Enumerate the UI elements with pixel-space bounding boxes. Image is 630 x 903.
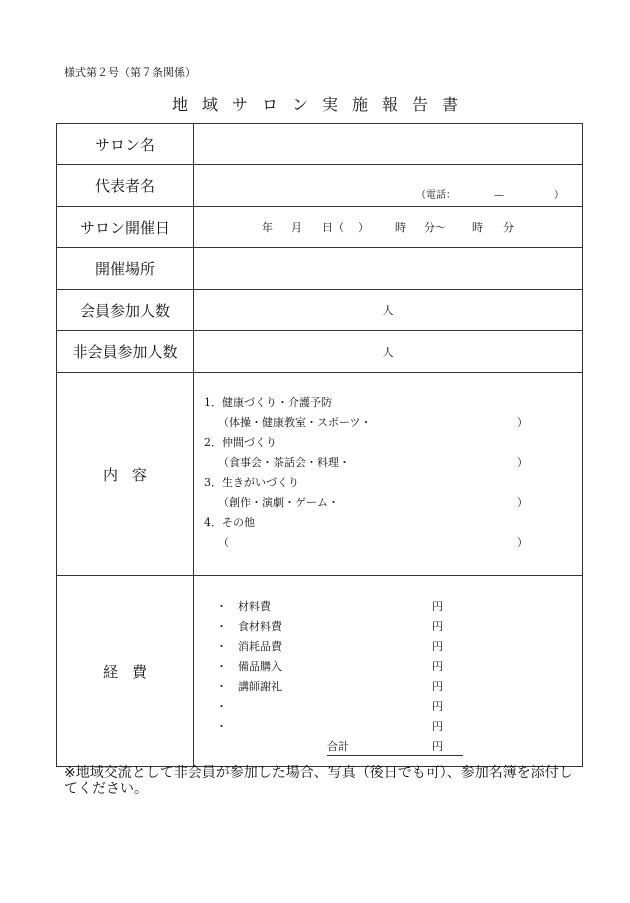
expense-row: ・ 円 <box>216 700 443 713</box>
row-content <box>57 373 583 576</box>
expenses-label: 経費 <box>57 576 194 767</box>
salon-name-label: サロン名 <box>57 124 194 165</box>
content-field[interactable] <box>194 373 583 576</box>
non-members-field[interactable] <box>194 331 583 373</box>
phone-field[interactable] <box>416 186 564 201</box>
row-members <box>57 290 583 331</box>
date-label: サロン開催日 <box>57 207 194 248</box>
minute-unit-end: 分 <box>503 221 514 234</box>
content-item-detail: （食事会・茶話会・料理・ ） <box>218 456 528 469</box>
members-unit: 人 <box>382 304 394 317</box>
expense-row: ・ 備品購入 円 <box>216 660 443 673</box>
expense-row: ・ 円 <box>216 720 443 733</box>
hour-unit-end: 時 <box>472 221 483 234</box>
non-members-unit: 人 <box>382 345 394 359</box>
dow-close: ） <box>358 221 369 234</box>
expenses-field[interactable] <box>194 576 583 767</box>
content-item-title: 4．その他 <box>204 516 255 529</box>
date-field[interactable] <box>194 207 583 248</box>
members-label: 会員参加人数 <box>57 290 194 331</box>
row-representative <box>57 165 583 207</box>
row-date <box>57 207 583 248</box>
expense-row: ・ 食材料費 円 <box>216 620 443 633</box>
salon-name-field[interactable] <box>194 124 583 165</box>
expense-total-row <box>212 737 452 757</box>
phone-label: （電話： <box>416 190 456 201</box>
representative-label: 代表者名 <box>57 165 194 207</box>
year-unit: 年 <box>262 221 273 234</box>
page-title: 地域サロン実施報告書 <box>171 95 472 114</box>
footnote: ※地域交流として非会員が参加した場合、写真（後日でも可）、参加名簿を添付してください。 <box>64 765 573 797</box>
content-item-title: 2．仲間づくり <box>204 436 277 449</box>
phone-dash: — <box>494 190 504 201</box>
minute-unit-start: 分〜 <box>424 221 446 234</box>
venue-field[interactable] <box>194 248 583 290</box>
row-non-members <box>57 331 583 373</box>
report-table <box>56 123 583 767</box>
content-label: 内容 <box>57 373 194 576</box>
content-item-title: 1．健康づくり・介護予防 <box>204 396 332 409</box>
expense-row: ・ 材料費 円 <box>216 600 443 613</box>
row-expenses <box>57 576 583 767</box>
content-item-title: 3．生きがいづくり <box>204 476 299 489</box>
day-unit: 日（ <box>322 221 344 234</box>
expense-row: ・ 消耗品費 円 <box>216 640 443 653</box>
expense-total: 合計 円 <box>327 737 463 756</box>
hour-unit-start: 時 <box>395 221 406 234</box>
content-list <box>204 393 574 553</box>
non-members-label: 非会員参加人数 <box>57 331 194 373</box>
row-salon-name <box>57 124 583 165</box>
content-item-detail: （体操・健康教室・スポーツ・ ） <box>218 416 528 429</box>
expense-list <box>212 597 452 757</box>
expense-row: ・ 講師謝礼 円 <box>216 680 443 693</box>
members-field[interactable] <box>194 290 583 331</box>
month-unit: 月 <box>291 221 302 234</box>
row-venue <box>57 248 583 290</box>
venue-label: 開催場所 <box>57 248 194 290</box>
representative-field[interactable] <box>194 165 583 207</box>
content-item-detail: （ ） <box>218 536 528 549</box>
content-item-detail: （創作・演劇・ゲーム・ ） <box>218 496 528 509</box>
phone-close: ） <box>554 190 564 201</box>
form-number: 様式第２号（第７条関係） <box>64 66 196 79</box>
